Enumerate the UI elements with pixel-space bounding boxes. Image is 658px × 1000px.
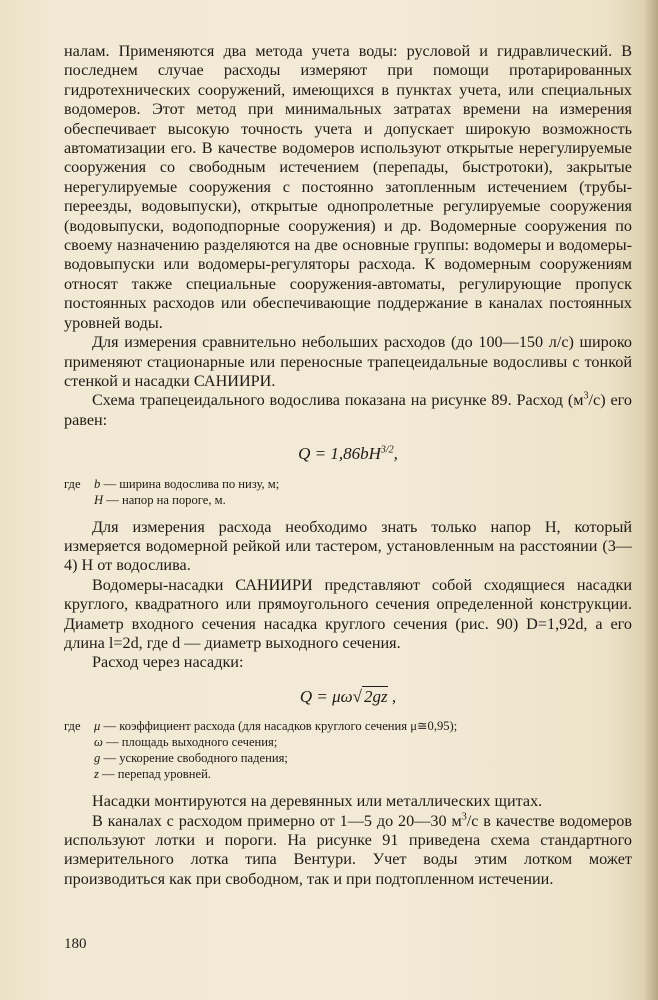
legend-weir-lead: где — [64, 476, 81, 491]
paragraph-3-sup: 3 — [583, 390, 589, 402]
page-text — [64, 42, 632, 889]
legend-nozzle-text-mu: — коэффициент расхода (для насадков круглого сечения μ≅0,95); — [100, 719, 458, 734]
legend-nozzle — [64, 718, 632, 782]
sqrt-icon: √ — [352, 686, 362, 706]
legend-nozzle-text-omega: — площадь выходного сечения; — [102, 735, 278, 750]
paragraph-3 — [64, 391, 632, 430]
formula-weir-lhs: Q — [298, 444, 311, 464]
paragraph-8-sup: 3 — [461, 811, 467, 823]
paragraph-8-text-b: /с в качестве водомеров используют лотки и пороги. На рисунке 91 приведена схема стандартного измерительного лотка типа Вентури. Учет воды этим лотком может производиться как при свободном, так и при подтопленном истечении. — [64, 811, 632, 888]
formula-nozzle-root: 2gz — [364, 686, 388, 706]
legend-weir-sym-b: b — [94, 476, 101, 491]
legend-weir-text-h: — напор на пороге, м. — [103, 492, 226, 507]
legend-nozzle-sym-omega: ω — [94, 735, 103, 750]
paragraph-6: Расход через насадки: — [92, 653, 244, 672]
formula-nozzle-lhs: Q = μω — [299, 686, 353, 706]
legend-nozzle-sym-mu: μ — [94, 719, 101, 734]
formula-weir — [64, 444, 632, 463]
formula-weir-tail: , — [393, 444, 398, 464]
legend-nozzle-row-omega — [64, 734, 632, 750]
legend-nozzle-sym-z: z — [94, 767, 99, 782]
formula-nozzle — [64, 687, 632, 706]
legend-nozzle-text-z: — перепад уровней. — [98, 767, 211, 782]
legend-nozzle-sym-g: g — [94, 751, 101, 766]
legend-weir-sym-h: H — [94, 492, 104, 507]
legend-nozzle-lead: где — [64, 719, 81, 734]
legend-weir-text-b: — ширина водослива по низу, м; — [100, 476, 280, 491]
page-edge-shadow — [644, 0, 658, 1000]
paragraph-3-text-b: /с) его равен: — [64, 391, 633, 429]
formula-weir-exponent: 3/2 — [380, 444, 394, 456]
legend-weir-row-b — [64, 476, 632, 492]
paragraph-8-text-a: В каналах с расходом примерно от 1—5 до 20—30 м — [92, 811, 462, 830]
paragraph-1: налам. Применяются два метода учета воды: русловой и гидравлический. В последнем случае расходы измеряют при помощи протарированных гидротехнических сооружений, имеющихся в пунктах учета, или специальных водомеров. Этот метод при минимальных затратах времени на измерения обеспечивает высокую точность учета и допускает широкую возможность автоматизации его. В качестве водомеров используют открытые нерегулируемые сооружения со свободным истечением (перепады, быстротоки), закрытые нерегулируемые сооружения с постоянно затопленным истечением (трубы-переезды, водовыпуски), открытые однопролетные регулируемые сооружения (водовыпуски, водоподпорные сооружения) и др. Водомерные сооружения по своему назначению разделяются на две основные группы: водомеры и водомеры-водовыпуски или водомеры-регуляторы расхода. К водомерным сооружениям относят также специальные сооружения-автоматы, регулирующие пропуск постоянных расходов или обеспечивающие поддержание в каналах постоянных уровней воды. — [64, 42, 632, 332]
legend-nozzle-row-z — [64, 766, 632, 782]
legend-weir — [64, 476, 632, 508]
page-number: 180 — [64, 936, 87, 952]
legend-weir-row-h — [64, 492, 632, 508]
legend-nozzle-row-g — [64, 750, 632, 766]
paragraph-2: Для измерения сравнительно небольших расходов (до 100—150 л/с) широко применяют стационарные или переносные трапецеидальные водосливы с тонкой стенкой и насадки САНИИРИ. — [64, 333, 632, 390]
paragraph-3-text-a: Схема трапецеидального водослива показана на рисунке 89. Расход (м — [92, 391, 584, 410]
legend-nozzle-row-mu — [64, 718, 632, 734]
formula-weir-rhs: = 1,86bH — [314, 444, 381, 464]
formula-nozzle-tail: , — [387, 686, 397, 706]
paragraph-7: Насадки монтируются на деревянных или металлических щитах. — [92, 792, 543, 811]
paragraph-5: Водомеры-насадки САНИИРИ представляют собой сходящиеся насадки круглого, квадратного или прямоугольного сечения определенной конструкции. Диаметр входного сечения насадка круглого сечения (рис. 90) D=1,92d, а его длина l=2d, где d — диаметр выходного сечения. — [64, 575, 632, 652]
paragraph-8 — [64, 812, 632, 890]
paragraph-4: Для измерения расхода необходимо знать только напор H, который измеряется водомерной рейкой или тастером, установленным на расстоянии (3—4) H от водослива. — [64, 517, 632, 575]
legend-nozzle-text-g: — ускорение свободного падения; — [100, 751, 288, 766]
